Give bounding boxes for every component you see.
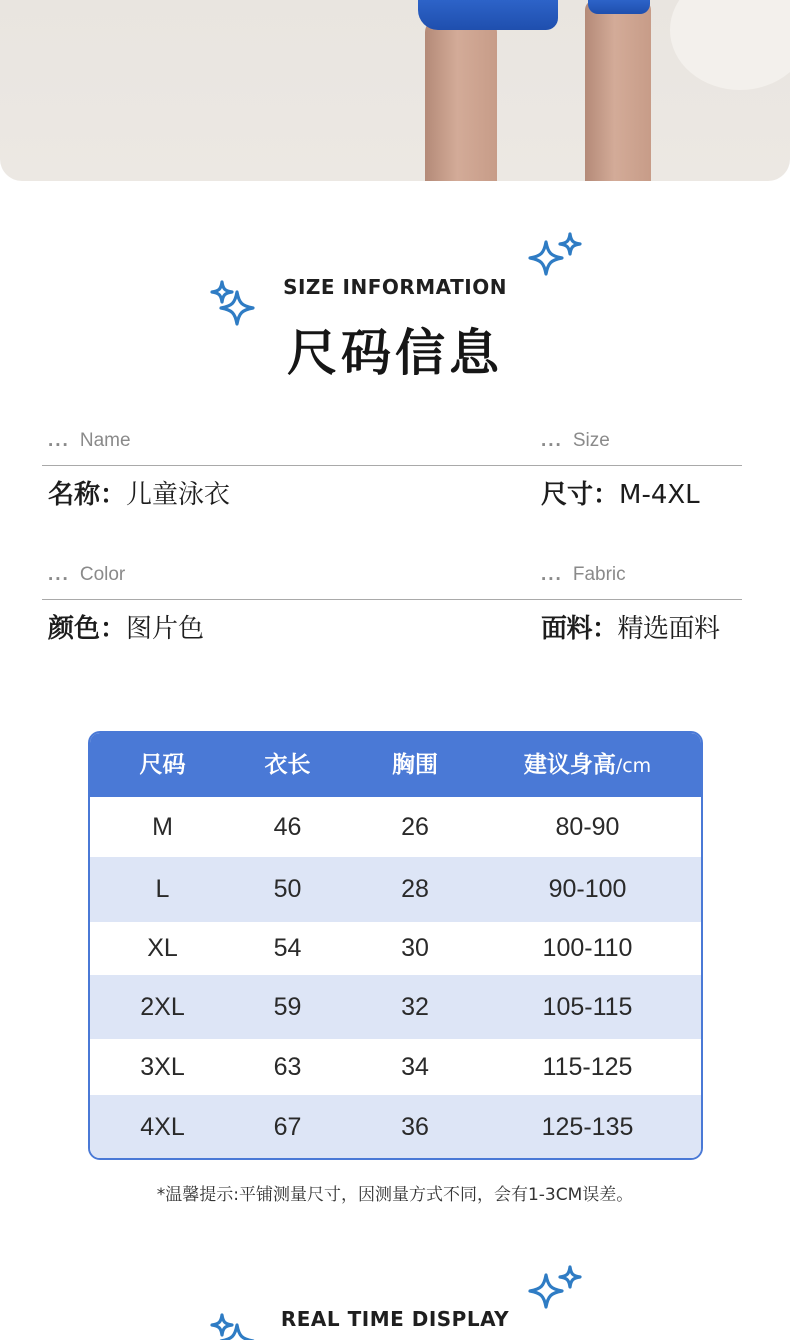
info-name-value	[48, 478, 230, 512]
header-chest: 胸围	[392, 752, 438, 778]
size-value: M-4XL	[619, 480, 700, 510]
size-table	[88, 731, 703, 1160]
table-row	[90, 1039, 701, 1095]
cell-size: M	[152, 813, 173, 841]
dots: ...	[541, 564, 563, 585]
cell-chest: 28	[401, 875, 429, 903]
section-title-en-bottom: REAL TIME DISPLAY	[280, 1307, 510, 1331]
swim-shorts-right	[588, 0, 650, 14]
cell-chest: 34	[401, 1053, 429, 1081]
size-key: 尺寸：	[541, 480, 620, 510]
background-object	[670, 0, 790, 90]
product-photo	[0, 0, 790, 181]
name-sub-label: Name	[79, 430, 131, 451]
info-size	[541, 429, 610, 453]
cell-height: 80-90	[555, 813, 620, 841]
cell-length: 59	[273, 993, 302, 1021]
info-fabric-value	[541, 612, 720, 646]
header-height-label: 建议身高	[523, 752, 616, 778]
info-size-value	[541, 478, 700, 512]
header-length: 衣长	[264, 752, 311, 778]
header-height-unit: /cm	[615, 755, 652, 777]
cell-chest: 32	[401, 993, 429, 1021]
swim-shorts	[418, 0, 558, 30]
cell-height: 90-100	[548, 875, 627, 903]
cell-chest: 30	[401, 934, 429, 962]
header-height	[490, 733, 685, 797]
dots: ...	[48, 564, 70, 585]
cell-size: XL	[147, 934, 178, 962]
info-fabric	[541, 563, 626, 587]
info-color	[48, 563, 125, 587]
divider	[42, 599, 742, 600]
size-sub-label: Size	[572, 430, 610, 451]
table-row	[90, 797, 701, 857]
name-key: 名称：	[48, 480, 127, 510]
cell-length: 50	[273, 875, 302, 903]
info-name	[48, 429, 131, 453]
fabric-value: 精选面料	[617, 614, 720, 644]
dots: ...	[541, 430, 563, 451]
divider	[42, 465, 742, 466]
cell-size: 2XL	[140, 993, 185, 1021]
measurement-note: *温馨提示:平铺测量尺寸，因测量方式不同，会有1-3CM误差。	[156, 1185, 634, 1205]
fabric-sub-label: Fabric	[572, 564, 626, 585]
cell-height: 115-125	[542, 1053, 633, 1081]
cell-size: 3XL	[140, 1053, 185, 1081]
table-row	[90, 857, 701, 922]
table-header	[90, 733, 701, 797]
section-title-cn: 尺码信息	[287, 324, 503, 382]
dots: ...	[48, 430, 70, 451]
cell-size: L	[155, 875, 170, 903]
model-leg-right	[585, 0, 651, 181]
cell-length: 63	[273, 1053, 302, 1081]
color-value: 图片色	[126, 614, 205, 644]
cell-height: 100-110	[542, 934, 633, 962]
model-leg-left	[425, 20, 497, 181]
section-title-en: SIZE INFORMATION	[283, 275, 507, 299]
cell-height: 125-135	[541, 1113, 634, 1141]
color-sub-label: Color	[79, 564, 126, 585]
cell-length: 54	[273, 934, 302, 962]
name-value: 儿童泳衣	[126, 480, 231, 510]
table-row	[90, 975, 701, 1039]
header-size: 尺码	[139, 752, 186, 778]
color-key: 颜色：	[48, 614, 127, 644]
cell-length: 67	[273, 1113, 302, 1141]
cell-height: 105-115	[542, 993, 633, 1021]
fabric-key: 面料：	[541, 614, 618, 644]
table-row	[90, 922, 701, 975]
cell-chest: 26	[401, 813, 429, 841]
info-color-value	[48, 612, 204, 646]
cell-size: 4XL	[140, 1113, 185, 1141]
cell-chest: 36	[401, 1113, 429, 1141]
cell-length: 46	[273, 813, 302, 841]
table-row	[90, 1095, 701, 1160]
